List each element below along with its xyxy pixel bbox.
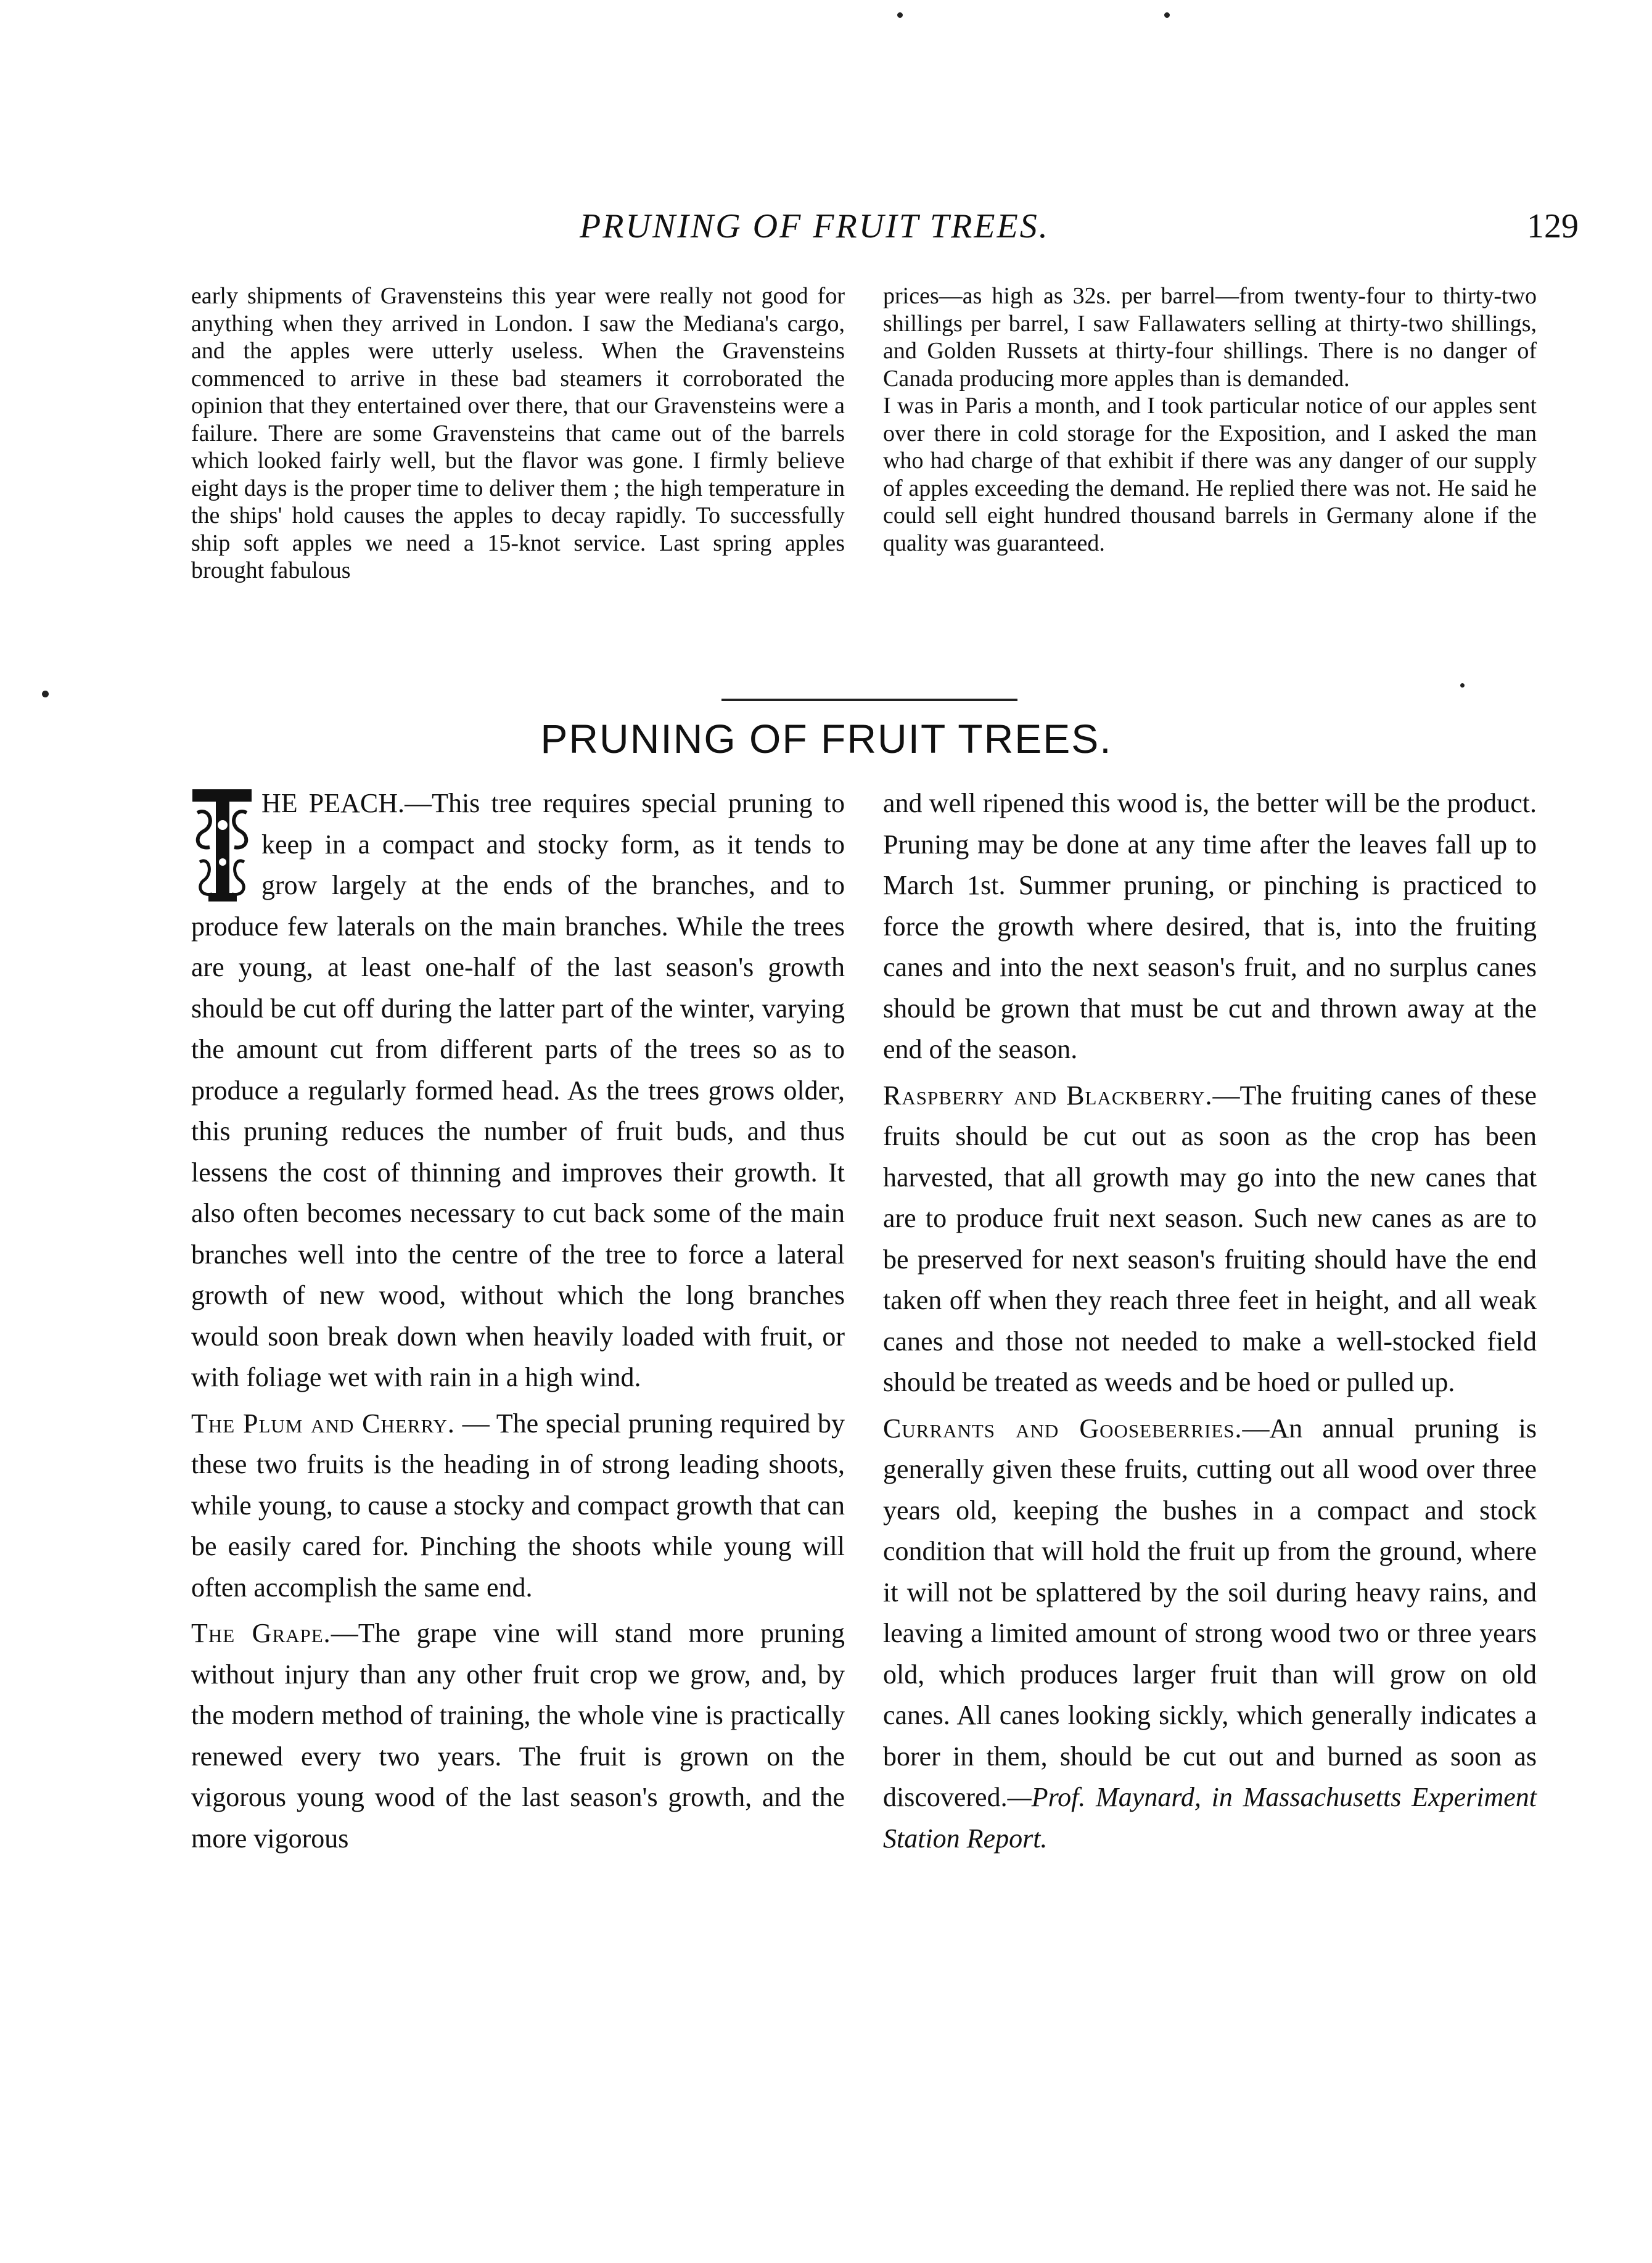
raspberry-heading: Raspberry and Blackberry. bbox=[883, 1080, 1213, 1111]
section-divider bbox=[721, 699, 1017, 701]
paragraph-raspberry bbox=[883, 1075, 1537, 1403]
running-head bbox=[185, 207, 1579, 256]
paragraph-peach bbox=[191, 783, 845, 1398]
raspberry-text: —The fruiting canes of these fruits should be cut out as soon as the crop has been harvested, that all growth may go into the new canes that are to produce fruit next season. Such new canes as are to be preserved for next season's fruiting should have the end taken off when they reach three feet in height, and all weak canes and those not needed to make a well-stocked field should be treated as weeds and be hoed or pulled up. bbox=[883, 1080, 1537, 1397]
print-speck bbox=[897, 12, 903, 18]
paragraph-plum bbox=[191, 1403, 845, 1609]
print-speck bbox=[42, 691, 49, 697]
plum-heading: The Plum and Cherry. bbox=[191, 1408, 455, 1439]
grape-text: —The grape vine will stand more pruning without injury than any other fruit crop we grow, and, by the modern method of training, the whole vine is practically renewed every two years. The fruit is grown on the vigorous young wood of the last season's growth, and the more vigorous bbox=[191, 1618, 845, 1854]
page-number: 129 bbox=[1527, 207, 1579, 245]
top-column-right bbox=[883, 282, 1537, 557]
citation: —Prof. Maynard, in Massachusetts Experiment Station Report. bbox=[883, 1782, 1537, 1854]
paragraph-grape-continued: and well ripened this wood is, the better will be the product. Pruning may be done at any time after the leaves fall up to March 1st. Summer pruning, or pinching is practiced to force the growth where desired, that is, into the fruiting canes and into the next season's fruit, and no surplus canes should be grown that must be cut and thrown away at the end of the season. bbox=[883, 788, 1537, 1064]
print-speck bbox=[1164, 12, 1170, 18]
paragraph: I was in Paris a month, and I took particular notice of our apples sent over there in cold storage for the Exposition, and I asked the man who had charge of that exhibit if there was any danger of our supply of apples exceeding the demand. He replied there was not. He said he could sell eight hundred thousand barrels in Germany alone if the quality was guaranteed. bbox=[883, 393, 1537, 556]
plum-text: — The special pruning required by these two fruits is the heading in of strong leading shoots, while young, to cause a stocky and compact growth that can be easily cared for. Pinching the shoots while young will often accomplish the same end. bbox=[191, 1408, 845, 1603]
main-column-right bbox=[883, 783, 1537, 1859]
print-speck bbox=[1460, 683, 1465, 688]
paragraph: prices—as high as 32s. per barrel—from twenty-four to thirty-two shillings per barrel, I saw Fallawaters selling at thirty-two shillings, and Golden Russets at thirty-four shillings. There is no danger of Canada producing more apples than is demanded. bbox=[883, 283, 1537, 392]
currants-text: —An annual pruning is generally given these fruits, cutting out all wood over three years old, keeping the bushes in a compact and stock condition that will hold the fruit up from the ground, where it will not be splattered by the soil during heavy rains, and leaving a limited amount of strong wood two or three years old, which produces larger fruit than will grow on old canes. All canes looking sickly, which generally indicates a borer in them, should be cut out and burned as soon as discovered. bbox=[883, 1413, 1537, 1812]
dropcap-letter bbox=[191, 788, 253, 903]
currants-heading: Currants and Gooseberries. bbox=[883, 1413, 1243, 1444]
paragraph-grape bbox=[191, 1613, 845, 1859]
top-column-left bbox=[191, 282, 845, 585]
running-title: PRUNING OF FRUIT TREES. bbox=[580, 207, 1050, 245]
peach-text: —This tree requires special pruning to keep in a compact and stocky form, as it tends to grow largely at the ends of the branches, and to produce few laterals on the main branches. While the trees are young, at least one-half of the last season's growth should be cut off during the latter part of the winter, varying the amount cut from different parts of the trees so as to produce a regularly formed head. As the trees grows older, this pruning reduces the number of fruit buds, and thus lessens the cost of thinning and improves their growth. It also often becomes necessary to cut back some of the main branches well into the centre of the tree to force a lateral growth of new wood, without which the long branches would soon break down when heavily loaded with fruit, or with foliage wet with rain in a high wind. bbox=[191, 788, 845, 1392]
peach-heading: HE PEACH. bbox=[261, 788, 405, 818]
article-title: PRUNING OF FRUIT TREES. bbox=[540, 716, 1112, 762]
ornament-icon bbox=[191, 788, 253, 903]
paragraph-currants bbox=[883, 1408, 1537, 1860]
main-column-left bbox=[191, 783, 845, 1859]
grape-heading: The Grape. bbox=[191, 1618, 331, 1648]
paragraph: early shipments of Gravensteins this year were really not good for anything when they arrived in London. I saw the Mediana's cargo, and the apples were utterly useless. When the Gravensteins commenced to arrive in these bad steamers it corroborated the opinion that they entertained over there, that our Gravensteins were a failure. There are some Gravensteins that came out of the barrels which looked fairly well, but the flavor was gone. I firmly believe eight days is the proper time to deliver them ; the high temperature in the ships' hold causes the apples to decay rapidly. To successfully ship soft apples we need a 15-knot service. Last spring apples brought fabulous bbox=[191, 283, 845, 583]
